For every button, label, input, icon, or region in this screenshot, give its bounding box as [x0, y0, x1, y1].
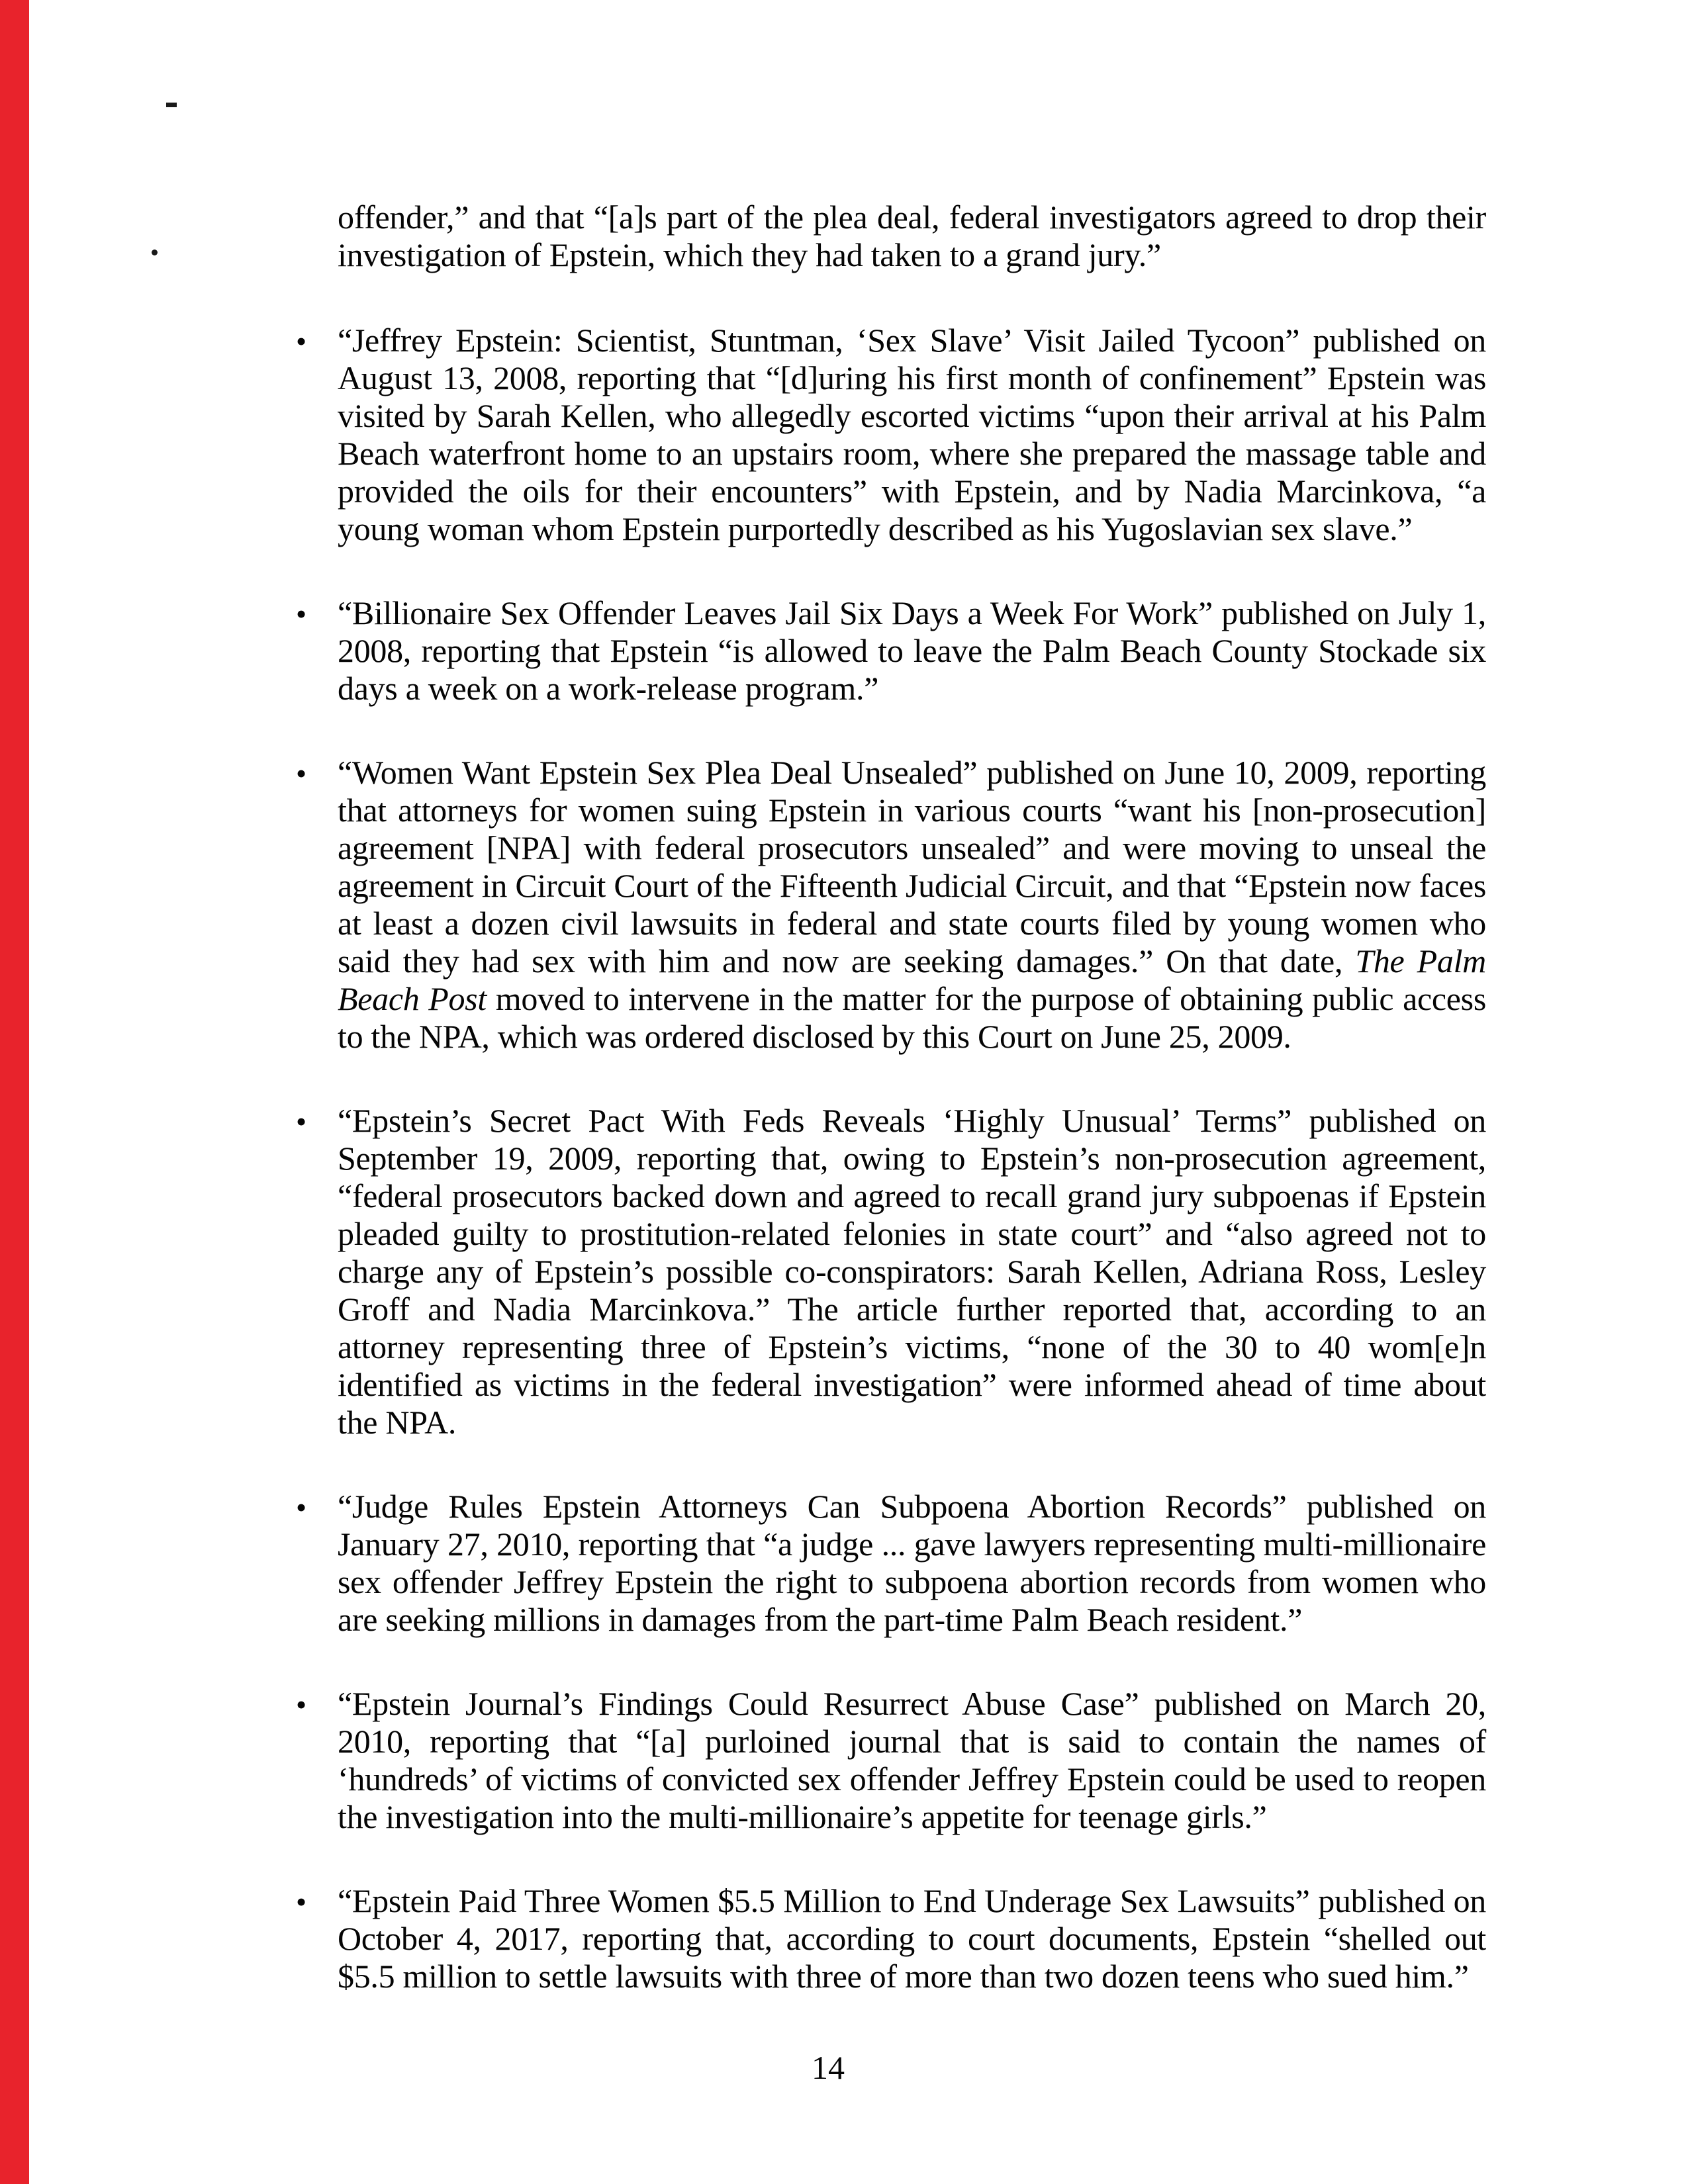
bullet-icon: • — [296, 756, 306, 790]
bullet-text: “Epstein Paid Three Women $5.5 Million to End Underage Sex Lawsuits” published on October 4, 2017, reporting that, according to court documents, Epstein “shelled out $5.5 million to settle lawsuits with three of more than two dozen teens who sued him.” — [338, 1882, 1486, 1995]
bullet-item-women-want-plea-deal-unsealed — [296, 754, 1486, 1056]
red-scan-edge-bar — [0, 0, 29, 2184]
bullet-icon: • — [296, 1105, 306, 1138]
bullet-text-italic-palm-beach-post: The Palm Beach Post — [338, 942, 1486, 1017]
bullet-icon: • — [296, 1490, 306, 1524]
intro-paragraph: offender,” and that “[a]s part of the plea deal, federal investigators agreed to drop their investigation of Epstein, which they had taken to a grand jury.” — [338, 199, 1486, 273]
bullet-text: “Judge Rules Epstein Attorneys Can Subpoena Abortion Records” published on January 27, 2010, reporting that “a judge ... gave lawyers representing multi-millionaire sex offender Jeffrey Epstein the right to subpoena abortion records from women who are seeking millions in damages from the part-time Palm Beach resident.” — [338, 1488, 1486, 1638]
bullet-icon: • — [296, 1885, 306, 1919]
scan-artifact-dot — [152, 250, 158, 255]
bullet-item-paid-three-women — [296, 1882, 1486, 1995]
bullet-item-judge-rules-subpoena-abortion-records — [296, 1488, 1486, 1639]
document-body — [296, 199, 1486, 1995]
bullet-icon: • — [296, 324, 306, 358]
bullet-text: “Epstein’s Secret Pact With Feds Reveals ‘Highly Unusual’ Terms” published on September 19, 2009, reporting that, owing to Epstein’s non-prosecution agreement, “federal prosecutors backed down and agreed to recall grand jury subpoenas if Epstein pleaded guilty to prostitution-related felonies in state court” and “also agreed not to charge any of Epstein’s possible co-conspirators: Sarah Kellen, Adriana Ross, Lesley Groff and Nadia Marcinkova.” The article further reported that, according to an attorney representing three of Epstein’s victims, “none of the 30 to 40 wom[e]n identified as victims in the federal investigation” were informed ahead of time about the NPA. — [338, 1102, 1486, 1441]
bullet-text-post: moved to intervene in the matter for the purpose of obtaining public access to the NPA, which was ordered disclosed by this Court on June 25, 2009. — [338, 980, 1486, 1055]
scan-artifact-dash — [166, 103, 177, 107]
bullet-item-billionaire-sex-offender — [296, 594, 1486, 707]
bullet-text: “Billionaire Sex Offender Leaves Jail Six Days a Week For Work” published on July 1, 2008, reporting that Epstein “is allowed to leave the Palm Beach County Stockade six days a week on a work-release program.” — [338, 594, 1486, 707]
bullet-text: “Women Want Epstein Sex Plea Deal Unsealed” published on June 10, 2009, reporting that attorneys for women suing Epstein in various courts “want his [non-prosecution] agreement [NPA] with federal prosecutors unsealed” and were moving to unseal the agreement in Circuit Court of the Fifteenth Judicial Circuit, and that “Epstein now faces at least a dozen civil lawsuits in federal and state courts filed by young women who said they had sex with him and now are seeking damages.” On that date, — [338, 754, 1486, 979]
page-number: 14 — [812, 2049, 845, 2086]
bullet-icon: • — [296, 1688, 306, 1721]
bullet-item-jeffrey-epstein-scientist — [296, 322, 1486, 548]
bullet-icon: • — [296, 597, 306, 631]
bullet-text: “Jeffrey Epstein: Scientist, Stuntman, ‘Sex Slave’ Visit Jailed Tycoon” published on August 13, 2008, reporting that “[d]uring his first month of confinement” Epstein was visited by Sarah Kellen, who allegedly escorted victims “upon their arrival at his Palm Beach waterfront home to an upstairs room, where she prepared the massage table and provided the oils for their encounters” with Epstein, and by Nadia Marcinkova, “a young woman whom Epstein purportedly described as his Yugoslavian sex slave.” — [338, 322, 1486, 547]
bullet-item-epstein-journal-findings — [296, 1685, 1486, 1836]
bullet-text: “Epstein Journal’s Findings Could Resurrect Abuse Case” published on March 20, 2010, reporting that “[a] purloined journal that is said to contain the names of ‘hundreds’ of victims of convicted sex offender Jeffrey Epstein could be used to reopen the investigation into the multi-millionaire’s appetite for teenage girls.” — [338, 1685, 1486, 1835]
bullet-item-secret-pact-with-feds — [296, 1102, 1486, 1441]
